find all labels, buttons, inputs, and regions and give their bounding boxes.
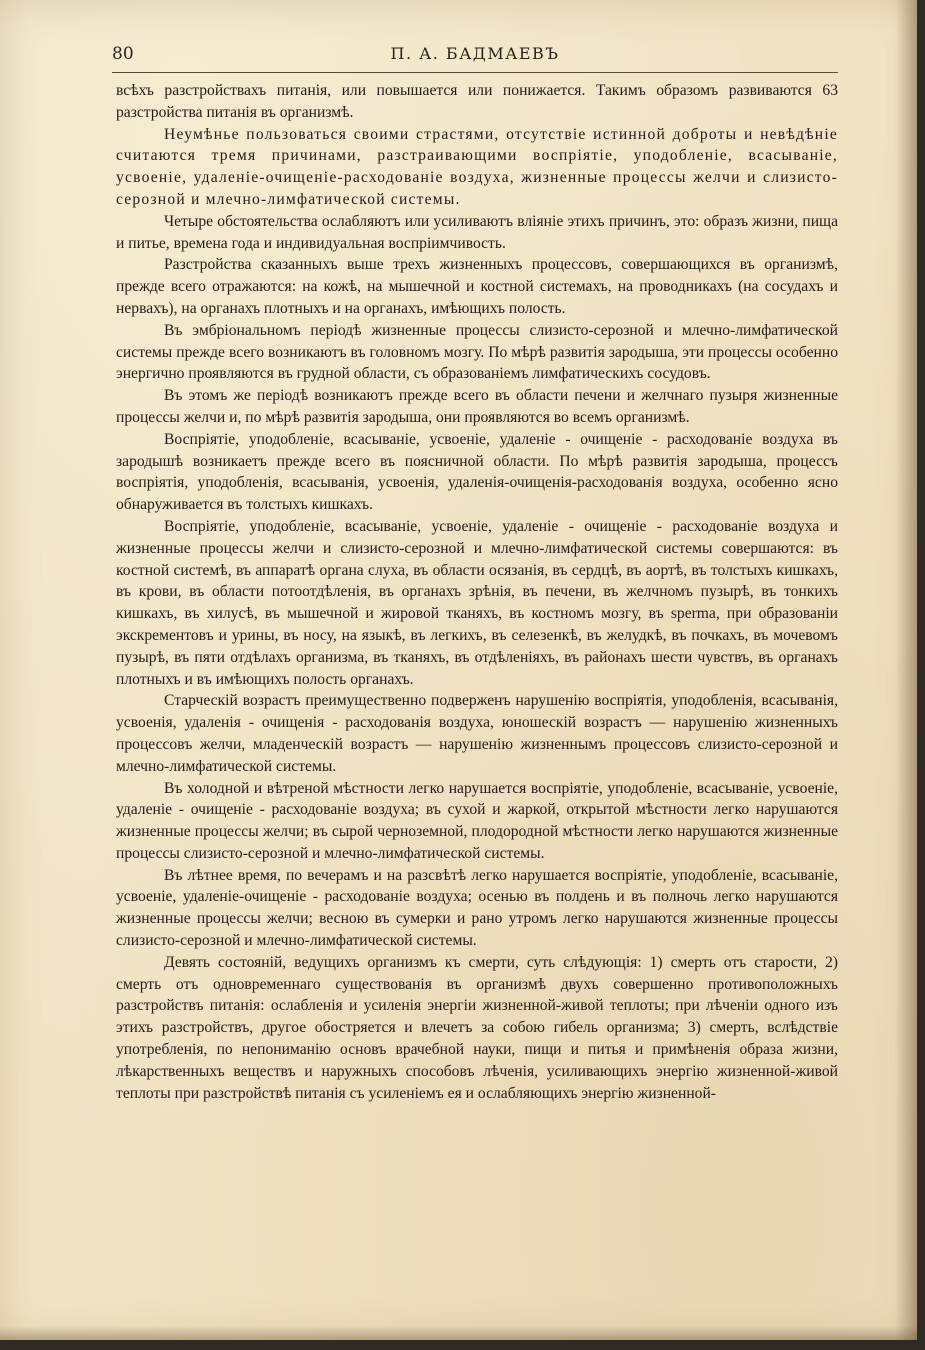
paragraph-2: Неумѣнье пользоваться своими страстями, отсутствіе истинной доброты и невѣдѣніе считаются тремя причинами, разстраивающими воспріятіе, уподобленіе, всасываніе, усвоеніе, удаленіе-очищеніе-расходованіе воздуха, жизненные процессы желчи и слизисто-серозной и млечно-лимфатической системы. <box>116 125 838 208</box>
paragraph-10: Въ холодной и вѣтреной мѣстности легко нарушается воспріятіе, уподобленіе, всасываніе, усвоеніе, удаленіе - очищеніе - расходованіе воздуха; въ сухой и жаркой, открытой мѣстности легко нарушаются жизненные процессы желчи; въ сырой черноземной, плодородной мѣстности легко нарушаются жизненные процессы слизисто-серозной и млечно-лимфатической системы. <box>116 779 838 862</box>
spine-shadow <box>895 0 917 1340</box>
paragraph-9: Старческій возрастъ преимущественно подверженъ нарушенію воспріятія, уподобленія, всасыванія, усвоенія, удаленія - очищенія - расходованія воздуха, юношескій возрастъ — нарушенію жизненныхъ процессовъ желчи, младенческій возрастъ — нарушенію жизненнымъ процессовъ слизисто-серозной и млечно-лимфатической системы. <box>116 692 838 775</box>
page-bottom-edge <box>0 1326 917 1340</box>
paragraph-8: Воспріятіе, уподобленіе, всасываніе, усвоеніе, удаленіе - очищеніе - расходованіе воздуха и жизненные процессы желчи и слизисто-серозной и млечно-лимфатической системы совершаются: въ костной системѣ, въ аппаратѣ органа слуха, въ области осязанія, въ сердцѣ, въ аортѣ, въ толстыхъ кишкахъ, въ крови, въ области потоотдѣленія, въ органахъ зрѣнія, въ печени, въ желчномъ пузырѣ, въ тонкихъ кишкахъ, въ хилусѣ, въ мышечной и жировой тканяхъ, въ костномъ мозгу, въ sperma, при образованіи экскрементовъ и урины, въ носу, на языкѣ, въ легкихъ, въ селезенкѣ, въ желудкѣ, въ почкахъ, въ мочевомъ пузырѣ, въ пяти отдѣлахъ организма, въ тканяхъ, въ отдѣленіяхъ, въ районахъ шести чувствъ, въ органахъ плотныхъ и въ имѣющихъ полость органахъ. <box>116 517 838 688</box>
running-head: П. А. БАДМАЕВЪ <box>390 44 560 63</box>
paragraph-5: Въ эмбріональномъ періодѣ жизненные процессы слизисто-серозной и млечно-лимфатической системы прежде всего возникаютъ въ головномъ мозгу. По мѣрѣ развитія зародыша, эти процессы особенно энергично проявляются въ грудной области, съ образованіемъ лимфатическихъ сосудовъ. <box>116 321 838 383</box>
paragraph-7: Воспріятіе, уподобленіе, всасываніе, усвоеніе, удаленіе - очищеніе - расходованіе воздуха въ зародышѣ возникаетъ прежде всего въ поясничной области. По мѣрѣ развитія зародыша, процессъ воспріятія, уподобленія, всасыванія, усвоенія, удаленія-очищенія-расходованія воздуха, особенно ясно обнаруживается въ толстыхъ кишкахъ. <box>116 430 838 514</box>
page-header <box>112 44 838 70</box>
paragraph-11: Въ лѣтнее время, по вечерамъ и на разсвѣтѣ легко нарушается воспріятіе, уподобленіе, всасываніе, усвоеніе, удаленіе-очищеніе - расходованіе воздуха; осенью въ полдень и въ полночь легко нарушаются жизненные процессы желчи; весною въ сумерки и рано утромъ легко нарушаются жизненные процессы слизисто-серозной и млечно-лимфатической системы. <box>116 866 838 950</box>
paragraph-6: Въ этомъ же періодѣ возникаютъ прежде всего въ области печени и желчнаго пузыря жизненные процессы желчи и, по мѣрѣ развитія зародыша, они проявляются во всемъ организмѣ. <box>116 387 838 426</box>
header-rule <box>112 72 838 73</box>
paragraph-3: Четыре обстоятельства ослабляютъ или усиливаютъ вліяніе этихъ причинъ, это: образъ жизни, пища и питье, времена года и индивидуальная воспріимчивость. <box>116 212 838 252</box>
paragraph-4: Разстройства сказанныхъ выше трехъ жизненныхъ процессовъ, совершающихся въ организмѣ, прежде всего отражаются: на кожѣ, на мышечной и костной системахъ, на проводникахъ (на сосудахъ и нервахъ), на органахъ плотныхъ и на органахъ, имѣющихъ полость. <box>116 256 838 317</box>
paragraph-1: всѣхъ разстройствахъ питанія, или повышается или понижается. Такимъ образомъ развиваются 63 разстройства питанія въ организмѣ. <box>116 82 838 121</box>
body-text <box>116 80 838 1104</box>
paragraph-12: Девять состояній, ведущихъ организмъ къ смерти, суть слѣдующія: 1) смерть отъ старости, 2) смерть отъ одновременнаго существованія въ организмѣ двухъ совершенно противоположныхъ разстройствъ питанія: ослабленія и усиленія энергіи жизненной-живой теплоты; при лѣченіи одного изъ этихъ разстройствъ, другое обостряется и влечетъ за собою гибель организма; 3) смерть, вслѣдствіе употребленія, по непониманію основъ врачебной науки, пищи и питья и примѣненія образа жизни, лѣкарственныхъ веществъ и наружныхъ способовъ лѣченія, усиливающихъ энергію жизненной-живой теплоты при разстройствѣ питанія съ усиленіемъ ея и ослабляющихъ энергію жизненной- <box>116 953 838 1102</box>
page-number: 80 <box>112 44 134 64</box>
